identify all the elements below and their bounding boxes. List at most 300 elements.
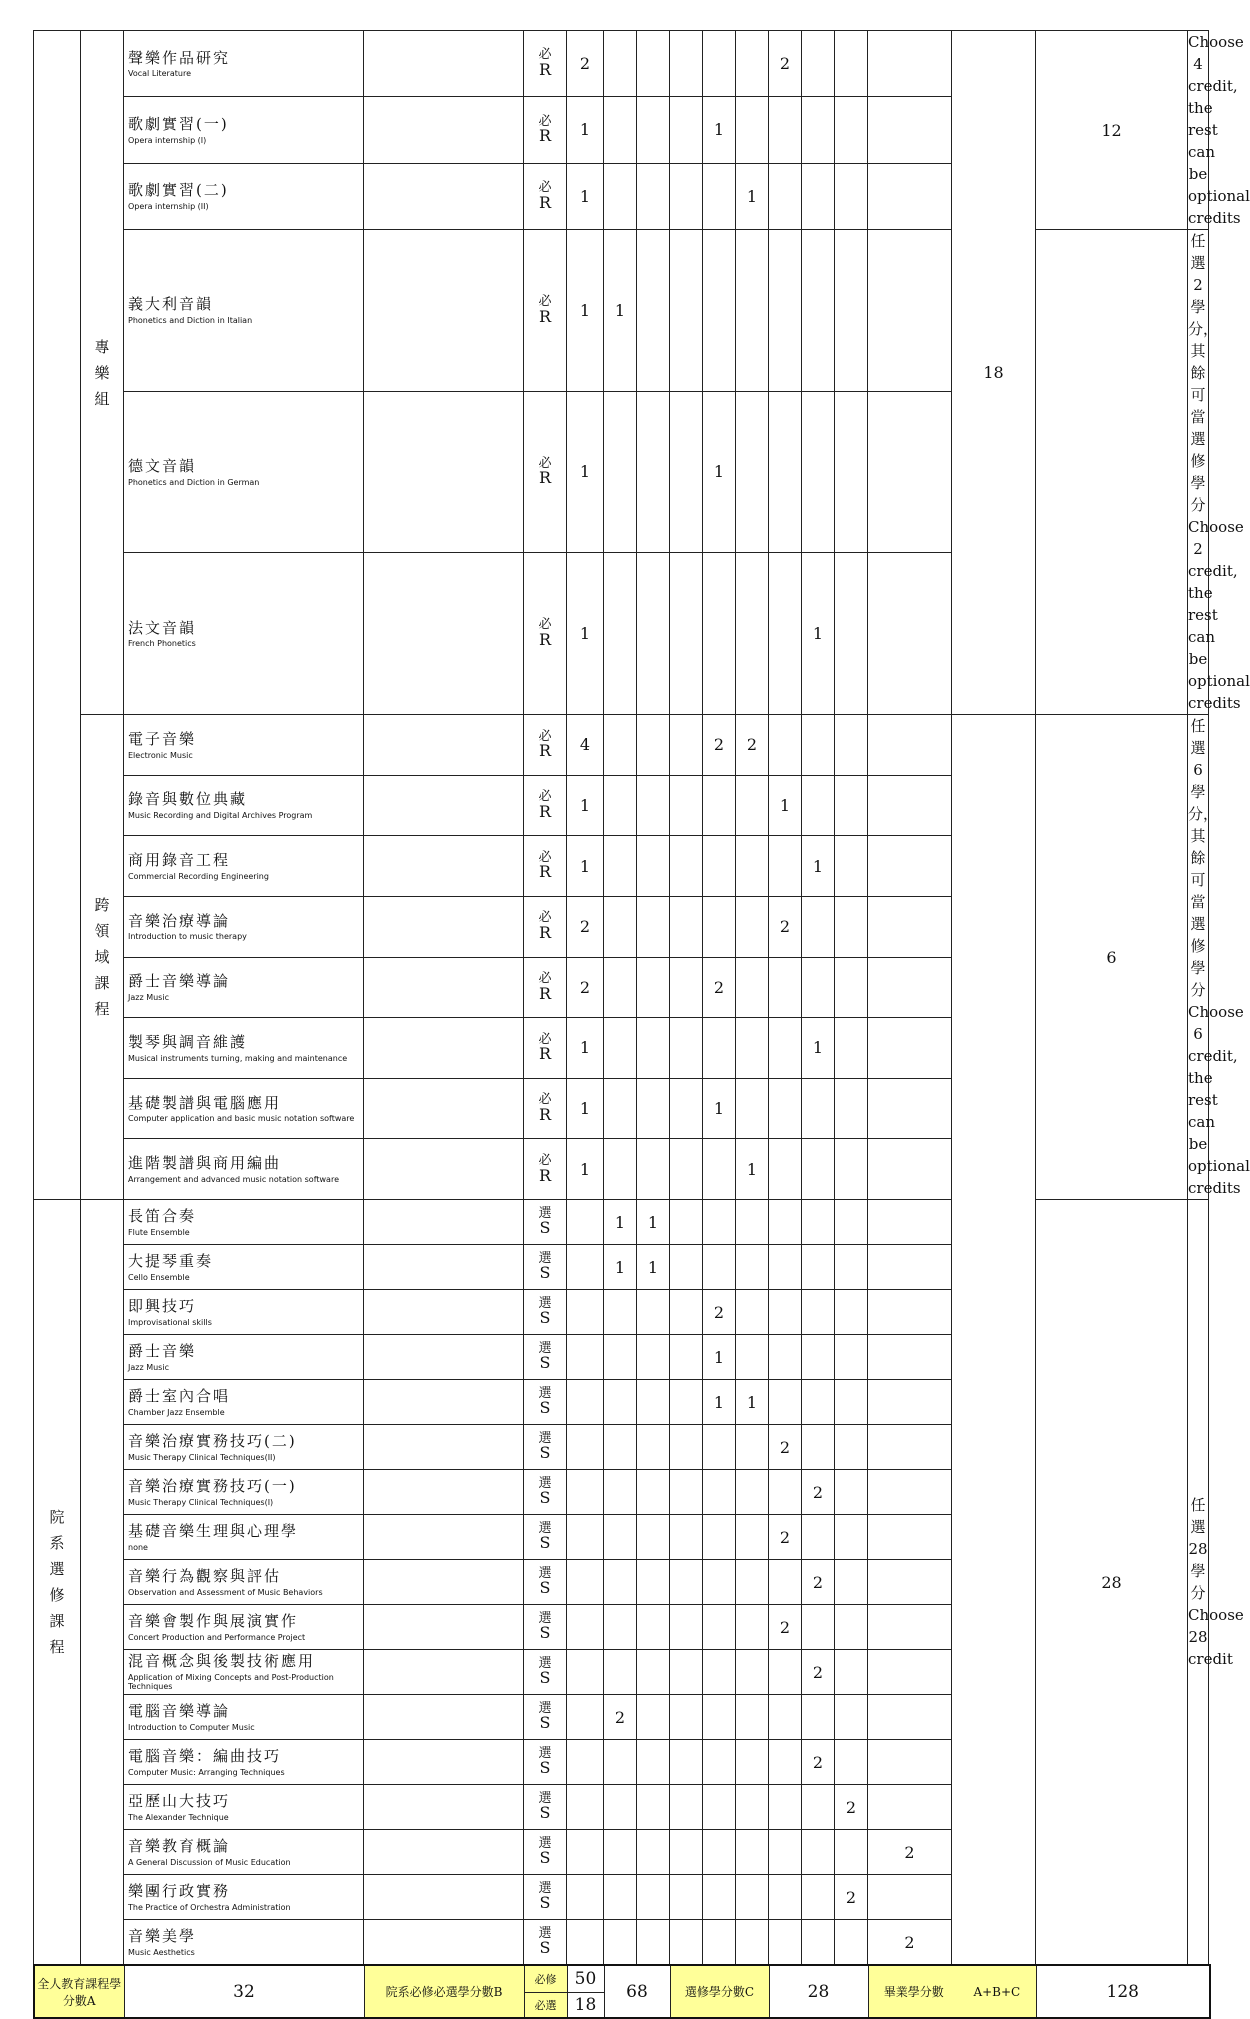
requirement-cell (524, 715, 567, 776)
semester-credit (736, 1785, 769, 1830)
requirement-cell (524, 31, 567, 97)
course-name-en: Computer application and basic music notation software (128, 1114, 355, 1124)
semester-credit (637, 1650, 670, 1695)
semester-credit: 1 (637, 1200, 670, 1245)
course-name-zh: 爵士室內合唱 (128, 1387, 231, 1406)
semester-credit: 1 (769, 775, 802, 836)
course-name-zh: 音樂會製作與展演實作 (128, 1612, 299, 1631)
requirement-en: R (538, 60, 552, 80)
semester-credit (802, 1875, 835, 1920)
semester-credit (703, 1830, 736, 1875)
semester-credit (670, 553, 703, 715)
semester-credit (802, 1139, 835, 1200)
course-blank-cell (364, 97, 524, 163)
semester-credit (670, 1290, 703, 1335)
semester-credit (670, 1078, 703, 1139)
semester-credit (835, 1380, 868, 1425)
semester-credit: 1 (703, 97, 736, 163)
semester-credit: 2 (769, 1515, 802, 1560)
course-name-zh: 混音概念與後製技術應用 (128, 1652, 316, 1671)
semester-credit (670, 230, 703, 392)
course-name-en: Concert Production and Performance Project (128, 1632, 306, 1642)
semester-credit (769, 1560, 802, 1605)
requirement-zh: 選 (538, 1340, 552, 1356)
course-name-zh: 音樂治療實務技巧(一) (128, 1477, 297, 1496)
requirement-cell (524, 1650, 567, 1695)
semester-credit (637, 1139, 670, 1200)
course-name-en: The Alexander Technique (128, 1812, 229, 1822)
semester-credit (769, 230, 802, 392)
semester-credit (868, 1605, 952, 1650)
semester-credit (868, 1740, 952, 1785)
semester-credit (604, 1078, 637, 1139)
semester-credit (835, 1245, 868, 1290)
vocal-group-total: 18 (952, 31, 1036, 715)
semester-credit (835, 1335, 868, 1380)
requirement-zh: 必 (538, 47, 552, 63)
requirement-cell (524, 230, 567, 392)
semester-credit (604, 1920, 637, 1965)
semester-credit (769, 1380, 802, 1425)
semester-credit (835, 1695, 868, 1740)
semester-credit (604, 553, 637, 715)
semester-credit (670, 896, 703, 957)
semester-credit (637, 230, 670, 392)
cross-domain-total: 6 (1036, 715, 1188, 1200)
semester-credit (670, 1515, 703, 1560)
semester-credit (703, 1139, 736, 1200)
requirement-en: S (539, 1758, 551, 1778)
course-blank-cell (364, 1515, 524, 1560)
requirement-zh: 必 (538, 180, 552, 196)
semester-credit (670, 957, 703, 1018)
semester-credit (637, 715, 670, 776)
course-credit (567, 1830, 604, 1875)
group-blank-cell (81, 1200, 124, 1965)
course-name-cell (124, 1380, 364, 1425)
dept-credit-total: 68 (604, 1965, 670, 2018)
semester-credit: 1 (604, 230, 637, 392)
semester-credit (868, 553, 952, 715)
course-table-body (34, 31, 1250, 1965)
semester-credit (736, 896, 769, 957)
requirement-en: S (539, 1848, 551, 1868)
course-name-en: Phonetics and Diction in German (128, 477, 260, 487)
semester-credit (802, 775, 835, 836)
course-name-zh: 製琴與調音維護 (128, 1032, 248, 1051)
semester-credit (835, 957, 868, 1018)
course-credit: 1 (567, 775, 604, 836)
note-line: 當選修學分 (1190, 408, 1206, 514)
course-name-cell (124, 1078, 364, 1139)
course-name-en: Phonetics and Diction in Italian (128, 316, 253, 326)
semester-credit: 1 (703, 1078, 736, 1139)
course-blank-cell (364, 1605, 524, 1650)
semester-credit (868, 1875, 952, 1920)
selective-value: 18 (567, 1992, 604, 2018)
semester-credit (868, 1425, 952, 1470)
graduation-label-text: 畢業學分數 (883, 1985, 944, 1999)
semester-credit: 2 (703, 1290, 736, 1335)
requirement-en: R (538, 630, 552, 650)
course-blank-cell (364, 1785, 524, 1830)
course-name-zh: 進階製譜與商用編曲 (128, 1154, 282, 1173)
group-total-blank (952, 715, 1036, 1965)
course-credit (567, 1740, 604, 1785)
semester-credit: 2 (736, 715, 769, 776)
course-name-zh: 電子音樂 (128, 729, 197, 748)
course-name-en: Introduction to Computer Music (128, 1722, 255, 1732)
course-name-zh: 亞歷山大技巧 (128, 1792, 231, 1811)
semester-credit (835, 1078, 868, 1139)
requirement-en: R (538, 1104, 552, 1124)
course-name-zh: 長笛合奏 (128, 1207, 197, 1226)
semester-credit (637, 31, 670, 97)
requirement-cell (524, 391, 567, 553)
course-name-zh: 音樂治療實務技巧(二) (128, 1432, 297, 1451)
course-name-cell (124, 1470, 364, 1515)
semester-credit (769, 1470, 802, 1515)
semester-credit (835, 1200, 868, 1245)
semester-credit (802, 1605, 835, 1650)
semester-credit: 1 (802, 1018, 835, 1079)
semester-credit (868, 1380, 952, 1425)
semester-credit (637, 1018, 670, 1079)
semester-credit (637, 1740, 670, 1785)
note-line: 任選6學分，其餘可 (1188, 717, 1219, 889)
semester-credit (736, 957, 769, 1018)
semester-credit: 2 (835, 1785, 868, 1830)
semester-credit (835, 836, 868, 897)
semester-credit: 2 (604, 1695, 637, 1740)
semester-credit (604, 1650, 637, 1695)
semester-credit (802, 1515, 835, 1560)
semester-credit (769, 1078, 802, 1139)
course-credit (567, 1470, 604, 1515)
semester-credit (637, 391, 670, 553)
requirement-cell (524, 1605, 567, 1650)
requirement-en: S (539, 1263, 551, 1283)
semester-credit (769, 1290, 802, 1335)
semester-credit (637, 1785, 670, 1830)
semester-credit (868, 1078, 952, 1139)
course-name-cell (124, 1695, 364, 1740)
note-line: Choose 6 credit, (1188, 1003, 1244, 1065)
semester-credit (868, 1650, 952, 1695)
group-vocal-text: 專樂組 (94, 337, 110, 408)
course-name-cell (124, 1425, 364, 1470)
course-name-en: Observation and Assessment of Music Behaviors (128, 1587, 323, 1597)
semester-credit (604, 836, 637, 897)
requirement-cell (524, 553, 567, 715)
course-credit (567, 1560, 604, 1605)
semester-credit (670, 1380, 703, 1425)
course-name-en: Introduction to music therapy (128, 932, 247, 942)
note-choose-6 (1188, 715, 1250, 1200)
semester-credit (604, 1335, 637, 1380)
semester-credit (703, 1018, 736, 1079)
semester-credit (769, 1245, 802, 1290)
semester-credit (868, 836, 952, 897)
semester-credit (868, 775, 952, 836)
requirement-zh: 必 (538, 455, 552, 471)
semester-credit (670, 1139, 703, 1200)
semester-credit (736, 1515, 769, 1560)
requirement-en: S (539, 1668, 551, 1688)
semester-credit (604, 163, 637, 229)
semester-credit (670, 1875, 703, 1920)
course-name-cell (124, 957, 364, 1018)
semester-credit (703, 1515, 736, 1560)
subtotal-blank-cell (1036, 230, 1188, 715)
course-name-en: Computer Music: Arranging Techniques (128, 1767, 285, 1777)
group-vocal (81, 31, 124, 715)
elective-credit-label: 選修學分數C (670, 1965, 769, 2018)
credit-summary (33, 1964, 1211, 2019)
course-name-en: Commercial Recording Engineering (128, 871, 269, 881)
semester-credit (868, 715, 952, 776)
semester-credit (835, 1425, 868, 1470)
course-credit (567, 1245, 604, 1290)
semester-credit (802, 1920, 835, 1965)
semester-credit (604, 775, 637, 836)
semester-credit: 2 (802, 1740, 835, 1785)
semester-credit (769, 836, 802, 897)
course-blank-cell (364, 1875, 524, 1920)
category-elective (34, 1200, 81, 1965)
course-name-zh: 即興技巧 (128, 1297, 197, 1316)
semester-credit: 1 (604, 1200, 637, 1245)
requirement-zh: 選 (538, 1250, 552, 1266)
semester-credit (835, 391, 868, 553)
requirement-en: R (538, 192, 552, 212)
course-blank-cell (364, 836, 524, 897)
semester-credit (835, 163, 868, 229)
semester-credit (802, 1200, 835, 1245)
semester-credit (703, 1245, 736, 1290)
requirement-cell (524, 1380, 567, 1425)
requirement-cell (524, 1245, 567, 1290)
semester-credit: 2 (868, 1830, 952, 1875)
course-name-cell (124, 230, 364, 392)
course-blank-cell (364, 1245, 524, 1290)
requirement-cell (524, 896, 567, 957)
requirement-zh: 必 (538, 789, 552, 805)
semester-credit (835, 31, 868, 97)
course-credit (567, 1650, 604, 1695)
semester-credit: 2 (868, 1920, 952, 1965)
semester-credit (604, 1380, 637, 1425)
course-blank-cell (364, 1139, 524, 1200)
semester-credit (736, 1830, 769, 1875)
semester-credit (835, 1470, 868, 1515)
course-name-zh: 德文音韻 (128, 457, 197, 476)
course-name-en: none (128, 1542, 148, 1552)
course-name-cell (124, 896, 364, 957)
semester-credit (736, 1290, 769, 1335)
semester-credit (868, 1018, 952, 1079)
semester-credit (736, 1335, 769, 1380)
course-blank-cell (364, 31, 524, 97)
semester-credit (670, 97, 703, 163)
course-name-cell (124, 1740, 364, 1785)
semester-credit (637, 957, 670, 1018)
course-name-en: The Practice of Orchestra Administration (128, 1902, 291, 1912)
course-name-cell (124, 1200, 364, 1245)
course-credit (567, 1785, 604, 1830)
semester-credit (670, 391, 703, 553)
requirement-zh: 選 (538, 1835, 552, 1851)
semester-credit: 2 (835, 1875, 868, 1920)
course-name-cell (124, 1290, 364, 1335)
semester-credit (670, 1605, 703, 1650)
semester-credit (703, 896, 736, 957)
course-blank-cell (364, 957, 524, 1018)
course-name-en: Improvisational skills (128, 1317, 212, 1327)
course-blank-cell (364, 391, 524, 553)
semester-credit (769, 163, 802, 229)
semester-credit (670, 836, 703, 897)
course-name-zh: 音樂治療導論 (128, 911, 231, 930)
semester-credit (670, 1740, 703, 1785)
semester-credit (736, 1245, 769, 1290)
semester-credit: 1 (637, 1245, 670, 1290)
requirement-en: S (539, 1218, 551, 1238)
course-blank-cell (364, 1078, 524, 1139)
semester-credit (703, 1920, 736, 1965)
requirement-zh: 必 (538, 849, 552, 865)
semester-credit (868, 1245, 952, 1290)
note-line: 任選2學分，其餘可 (1188, 232, 1219, 404)
course-credit (567, 1515, 604, 1560)
course-name-zh: 音樂教育概論 (128, 1837, 231, 1856)
semester-credit (637, 896, 670, 957)
course-name-cell (124, 775, 364, 836)
semester-credit (703, 1695, 736, 1740)
course-blank-cell (364, 553, 524, 715)
semester-credit: 1 (736, 1139, 769, 1200)
course-name-en: Electronic Music (128, 750, 193, 760)
semester-credit: 2 (769, 31, 802, 97)
course-blank-cell (364, 230, 524, 392)
requirement-cell (524, 1425, 567, 1470)
course-blank-cell (364, 1920, 524, 1965)
course-credit: 1 (567, 1139, 604, 1200)
elective-total: 28 (1036, 1200, 1188, 1965)
semester-credit (769, 715, 802, 776)
semester-credit (835, 230, 868, 392)
requirement-en: S (539, 1308, 551, 1328)
course-name-en: Jazz Music (128, 993, 169, 1003)
requirement-en: S (539, 1443, 551, 1463)
semester-credit (736, 230, 769, 392)
course-name-cell (124, 1560, 364, 1605)
requirement-zh: 必 (538, 1031, 552, 1047)
requirement-en: S (539, 1938, 551, 1958)
semester-credit (670, 1470, 703, 1515)
note-line: Choose 28 credit (1188, 1606, 1244, 1668)
course-credit: 4 (567, 715, 604, 776)
requirement-en: R (538, 923, 552, 943)
semester-credit (736, 1695, 769, 1740)
requirement-en: R (538, 1044, 552, 1064)
semester-credit: 1 (703, 391, 736, 553)
requirement-zh: 選 (538, 1745, 552, 1761)
semester-credit (868, 230, 952, 392)
semester-credit (703, 1650, 736, 1695)
semester-credit: 1 (802, 553, 835, 715)
course-blank-cell (364, 163, 524, 229)
required-label: 必修 (524, 1965, 567, 1992)
general-credit-value: 32 (124, 1965, 364, 2018)
semester-credit (637, 1875, 670, 1920)
semester-credit (802, 1785, 835, 1830)
semester-credit (736, 1560, 769, 1605)
course-blank-cell (364, 1740, 524, 1785)
requirement-cell (524, 775, 567, 836)
semester-credit (604, 1605, 637, 1650)
requirement-zh: 必 (538, 910, 552, 926)
course-credit: 1 (567, 391, 604, 553)
course-blank-cell (364, 1335, 524, 1380)
semester-credit (769, 1785, 802, 1830)
selective-label: 必選 (524, 1992, 567, 2018)
course-name-en: Opera internship (I) (128, 135, 207, 145)
course-blank-cell (364, 1830, 524, 1875)
requirement-cell (524, 1290, 567, 1335)
semester-credit (835, 1290, 868, 1335)
semester-credit (835, 715, 868, 776)
semester-credit (769, 97, 802, 163)
semester-credit (604, 1560, 637, 1605)
course-credit: 1 (567, 836, 604, 897)
semester-credit (868, 1290, 952, 1335)
semester-credit (604, 715, 637, 776)
note-line: optional credits (1188, 1157, 1250, 1197)
semester-credit (802, 1830, 835, 1875)
semester-credit (868, 31, 952, 97)
requirement-en: S (539, 1353, 551, 1373)
course-row (34, 715, 1209, 776)
semester-credit (604, 896, 637, 957)
semester-credit (736, 1425, 769, 1470)
semester-credit (835, 1920, 868, 1965)
semester-credit (802, 1695, 835, 1740)
semester-credit (736, 1875, 769, 1920)
course-row (34, 31, 1209, 97)
semester-credit (868, 1695, 952, 1740)
course-name-en: Music Therapy Clinical Techniques(I) (128, 1497, 274, 1507)
semester-credit (637, 1470, 670, 1515)
course-name-en: A General Discussion of Music Education (128, 1857, 291, 1867)
graduation-credit-label (868, 1965, 1036, 2018)
note-line: Choose 4 credit, (1188, 33, 1244, 95)
requirement-en: S (539, 1488, 551, 1508)
course-credit (567, 1290, 604, 1335)
semester-credit (802, 1078, 835, 1139)
semester-credit (703, 553, 736, 715)
course-name-cell (124, 836, 364, 897)
requirement-en: S (539, 1398, 551, 1418)
semester-credit (703, 1605, 736, 1650)
course-credit (567, 1200, 604, 1245)
course-credit (567, 1920, 604, 1965)
semester-credit (868, 97, 952, 163)
course-blank-cell (364, 1018, 524, 1079)
semester-credit (736, 1078, 769, 1139)
semester-credit (802, 163, 835, 229)
course-credit (567, 1380, 604, 1425)
